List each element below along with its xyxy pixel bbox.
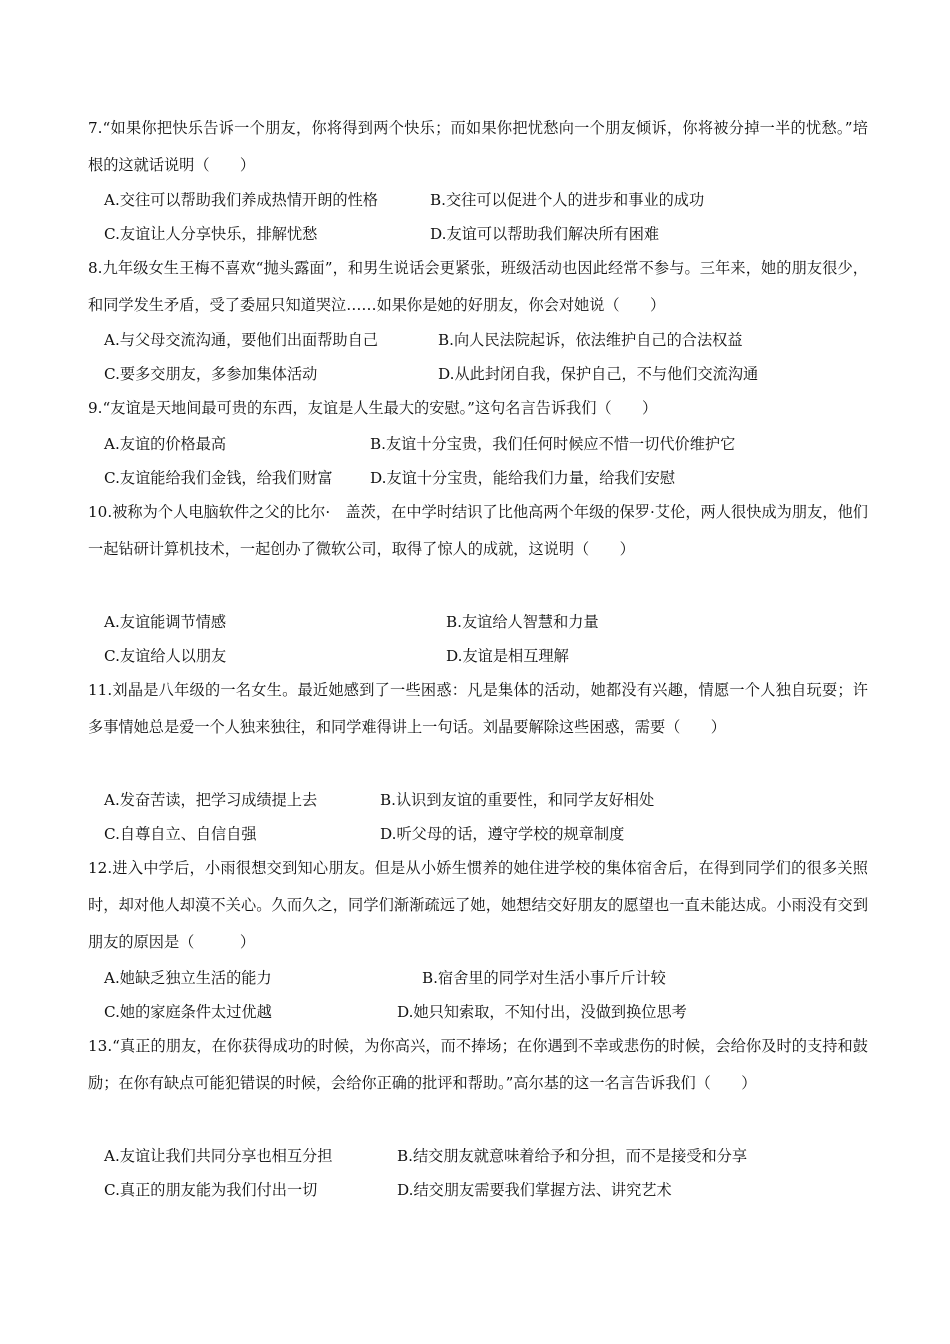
q13-option-c: C.真正的朋友能为我们付出一切: [104, 1181, 318, 1199]
q8-option-a: A.与父母交流沟通，要他们出面帮助自己: [104, 331, 378, 349]
q13-option-b: B.结交朋友就意味着给予和分担，而不是接受和分享: [397, 1147, 748, 1165]
q10-option-a: A.友谊能调节情感: [104, 613, 227, 631]
q7-option-d: D.友谊可以帮助我们解决所有困难: [430, 225, 660, 243]
question-11-stem: 11.刘晶是八年级的一名女生。最近她感到了一些困惑：凡是集体的活动，她都没有兴趣，情愿一个人独自玩耍；许多事情她总是爱一个人独来独往，和同学难得讲上一句话。刘晶要解除这些困惑，需要（ ）: [88, 681, 868, 736]
q8-option-b: B.向人民法院起诉，依法维护自己的合法权益: [438, 331, 743, 349]
q13-option-d: D.结交朋友需要我们掌握方法、讲究艺术: [397, 1181, 672, 1199]
q9-option-a: A.友谊的价格最高: [104, 435, 227, 453]
q11-option-c: C.自尊自立、自信自强: [104, 825, 257, 843]
q13-option-a: A.友谊让我们共同分享也相互分担: [104, 1147, 333, 1165]
q12-option-d: D.她只知索取，不知付出，没做到换位思考: [397, 1003, 687, 1021]
q10-option-d: D.友谊是相互理解: [446, 647, 569, 665]
question-8-stem: 8.九年级女生王梅不喜欢“抛头露面”，和男生说话会更紧张，班级活动也因此经常不参与。三年来，她的朋友很少，和同学发生矛盾，受了委屈只知道哭泣……如果你是她的好朋友，你会对她说（ ）: [88, 259, 868, 314]
q9-option-c: C.友谊能给我们金钱，给我们财富: [104, 469, 333, 487]
question-10-stem: 10.被称为个人电脑软件之父的比尔· 盖茨，在中学时结识了比他高两个年级的保罗·艾伦，两人很快成为朋友，他们一起钻研计算机技术，一起创办了微软公司，取得了惊人的成就，这说明（ ）: [88, 503, 868, 558]
question-12-stem: 12.进入中学后，小雨很想交到知心朋友。但是从小娇生惯养的她住进学校的集体宿舍后，在得到同学们的很多关照时，却对他人却漠不关心。久而久之，同学们渐渐疏远了她，她想结交好朋友的愿望也一直未能达成。小雨没有交到朋友的原因是（ ）: [88, 859, 868, 951]
question-13-stem: 13.“真正的朋友，在你获得成功的时候，为你高兴，而不捧场；在你遇到不幸或悲伤的时候，会给你及时的支持和鼓励；在你有缺点可能犯错误的时候，会给你正确的批评和帮助。”高尔基的这一名言告诉我们（ ）: [88, 1037, 868, 1092]
q8-option-d: D.从此封闭自我，保护自己，不与他们交流沟通: [438, 365, 759, 383]
q9-option-d: D.友谊十分宝贵，能给我们力量，给我们安慰: [370, 469, 676, 487]
q7-option-b: B.交往可以促进个人的进步和事业的成功: [430, 191, 705, 209]
q12-option-a: A.她缺乏独立生活的能力: [104, 969, 272, 987]
q12-option-b: B.宿舍里的同学对生活小事斤斤计较: [422, 969, 666, 987]
q7-option-c: C.友谊让人分享快乐，排解忧愁: [104, 225, 318, 243]
q11-option-a: A.发奋苦读，把学习成绩提上去: [104, 791, 318, 809]
q10-option-c: C.友谊给人以朋友: [104, 647, 227, 665]
q8-option-c: C.要多交朋友，多参加集体活动: [104, 365, 318, 383]
q11-option-b: B.认识到友谊的重要性，和同学友好相处: [380, 791, 655, 809]
question-7-stem: 7.“如果你把快乐告诉一个朋友，你将得到两个快乐；而如果你把忧愁向一个朋友倾诉，你将被分掉一半的忧愁。”培根的这就话说明（ ）: [88, 119, 868, 174]
q9-option-b: B.友谊十分宝贵，我们任何时候应不惜一切代价维护它: [370, 435, 736, 453]
q11-option-d: D.听父母的话，遵守学校的规章制度: [380, 825, 625, 843]
q7-option-a: A.交往可以帮助我们养成热情开朗的性格: [104, 191, 378, 209]
question-9-stem: 9.“友谊是天地间最可贵的东西，友谊是人生最大的安慰。”这句名言告诉我们（ ）: [88, 399, 658, 417]
q12-option-c: C.她的家庭条件太过优越: [104, 1003, 272, 1021]
q10-option-b: B.友谊给人智慧和力量: [446, 613, 599, 631]
